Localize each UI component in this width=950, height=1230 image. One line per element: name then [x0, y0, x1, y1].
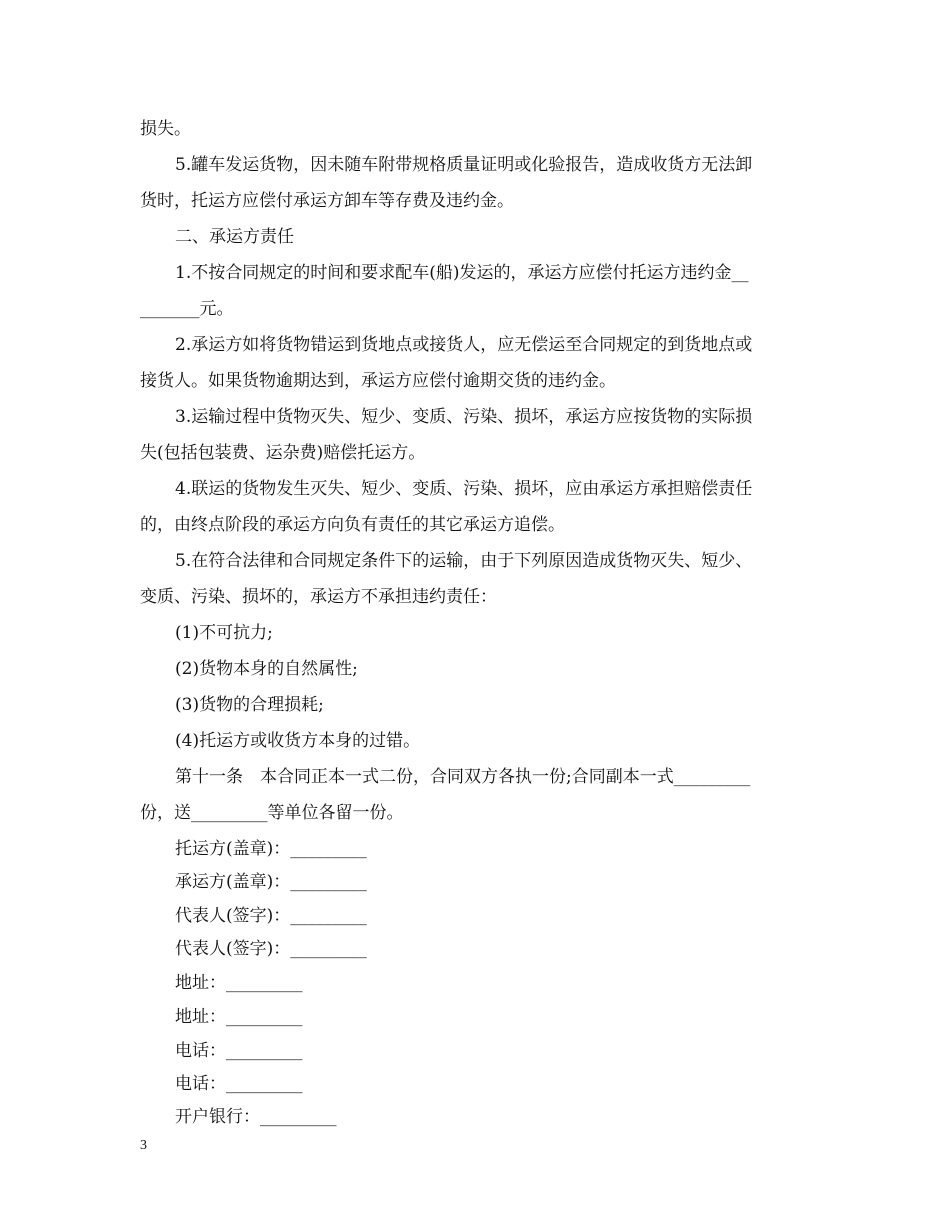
section-heading: 二、承运方责任: [175, 227, 294, 247]
page-number: 3: [140, 1138, 147, 1153]
phone-field: 电话：_________: [175, 1041, 303, 1061]
list-item: (1)不可抗力;: [175, 623, 273, 643]
signature-field: 代表人(签字)：_________: [175, 939, 367, 959]
text-line: 接货人。如果货物逾期达到，承运方应偿付逾期交货的违约金。: [140, 371, 616, 391]
text-line: 损失。: [140, 119, 191, 139]
list-item: (2)货物本身的自然属性;: [175, 659, 358, 679]
signature-field: 代表人(签字)：_________: [175, 906, 367, 926]
phone-field: 电话：_________: [175, 1074, 303, 1094]
text-line: 2.承运方如将货物错运到货地点或接货人，应无偿运至合同规定的到货地点或: [175, 335, 753, 355]
text-line: 份，送_________等单位各留一份。: [140, 803, 404, 823]
list-item: (3)货物的合理损耗;: [175, 695, 324, 715]
signature-field: 托运方(盖章)：_________: [175, 839, 367, 859]
clause-eleven: 第十一条 本合同正本一式二份，合同双方各执一份;合同副本一式_________: [175, 767, 751, 787]
text-line: 3.运输过程中货物灭失、短少、变质、污染、损坏，承运方应按货物的实际损: [175, 407, 753, 427]
text-line: _______元。: [140, 299, 234, 319]
text-line: 5.在符合法律和合同规定条件下的运输，由于下列原因造成货物灭失、短少、: [175, 551, 753, 571]
signature-field: 承运方(盖章)：_________: [175, 872, 367, 892]
text-line: 5.罐车发运货物，因未随车附带规格质量证明或化验报告，造成收货方无法卸: [175, 155, 753, 175]
text-line: 1.不按合同规定的时间和要求配车(船)发运的，承运方应偿付托运方违约金__: [175, 263, 749, 283]
address-field: 地址：_________: [175, 1007, 303, 1027]
text-line: 货时，托运方应偿付承运方卸车等存费及违约金。: [140, 191, 514, 211]
address-field: 地址：_________: [175, 973, 303, 993]
bank-field: 开户银行：_________: [175, 1107, 337, 1127]
text-line: 4.联运的货物发生灭失、短少、变质、污染、损坏，应由承运方承担赔偿责任: [175, 479, 753, 499]
text-line: 的，由终点阶段的承运方向负有责任的其它承运方追偿。: [140, 515, 565, 535]
text-line: 失(包括包装费、运杂费)赔偿托运方。: [140, 443, 426, 463]
text-line: 变质、污染、损坏的，承运方不承担违约责任：: [140, 587, 497, 607]
list-item: (4)托运方或收货方本身的过错。: [175, 731, 421, 751]
